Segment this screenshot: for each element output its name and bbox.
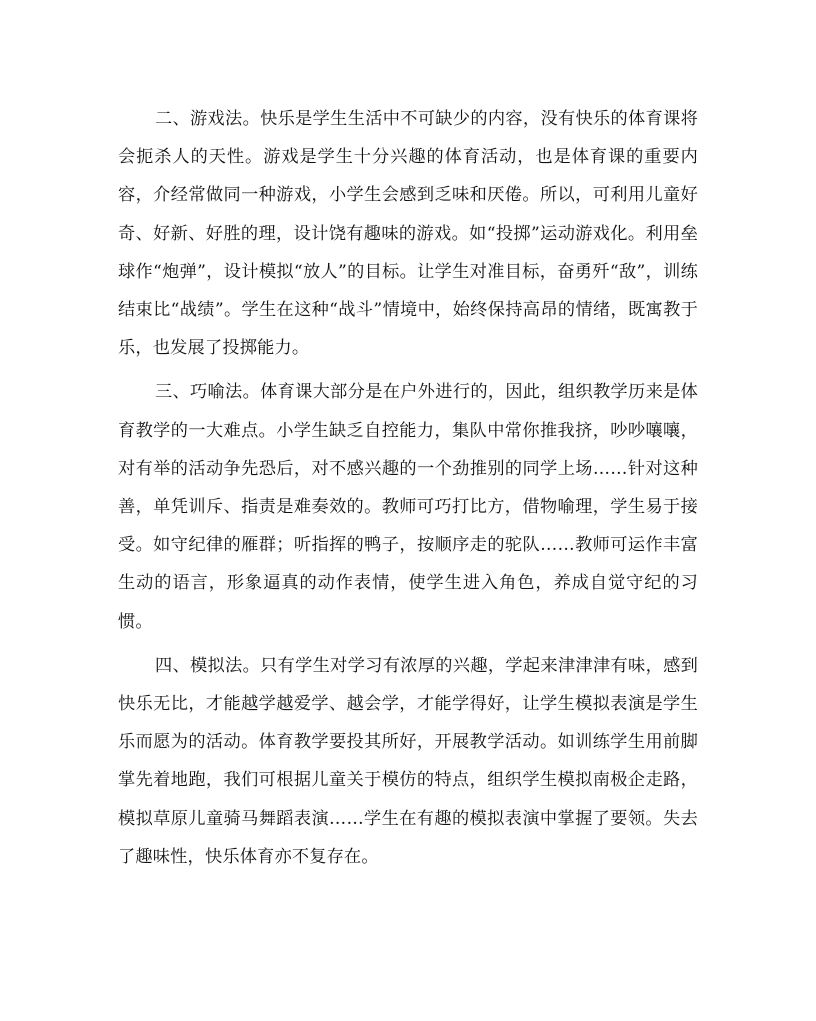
- paragraph-metaphor-method: 三、巧喻法。体育课大部分是在户外进行的，因此，组织教学历来是体育教学的一大难点。小学生缺乏自控能力，集队中常你推我挤，吵吵嚷嚷，对有举的活动争先恐后，对不感兴趣的一个劲推别的同学上场……针对这种善，单凭训斥、指责是难奏效的。教师可巧打比方，借物喻理，学生易于接受。如守纪律的雁群；听指挥的鸭子，按顺序走的驼队……教师可运作丰富生动的语言，形象逼真的动作表情，使学生进入角色，养成自觉守纪的习惯。: [118, 382, 698, 632]
- paragraph-game-method: 二、游戏法。快乐是学生生活中不可缺少的内容，没有快乐的体育课将会扼杀人的天性。游戏是学生十分兴趣的体育活动，也是体育课的重要内容，介经常做同一种游戏，小学生会感到乏味和厌倦。所以，可利用儿童好奇、好新、好胜的理，设计饶有趣味的游戏。如“投掷”运动游戏化。利用垒球作“炮弹”，设计模拟“放人”的目标。让学生对准目标，奋勇歼“敌”，训练结束比“战绩”。学生在这种“战斗”情境中，始终保持高昂的情绪，既寓教于乐，也发展了投掷能力。: [118, 109, 698, 359]
- document-body: [118, 100, 698, 882]
- paragraph-imitation-method: 四、模拟法。只有学生对学习有浓厚的兴趣，学起来津津津有味，感到快乐无比，才能越学越爱学、越会学，才能学得好，让学生模拟表演是学生乐而愿为的活动。体育教学要投其所好，开展教学活动。如训练学生用前脚掌先着地跑，我们可根据儿童关于模仿的特点，组织学生模拟南极企走路，模拟草原儿童骑马舞蹈表演……学生在有趣的模拟表演中掌握了要领。失去了趣味性，快乐体育亦不复存在。: [118, 655, 698, 867]
